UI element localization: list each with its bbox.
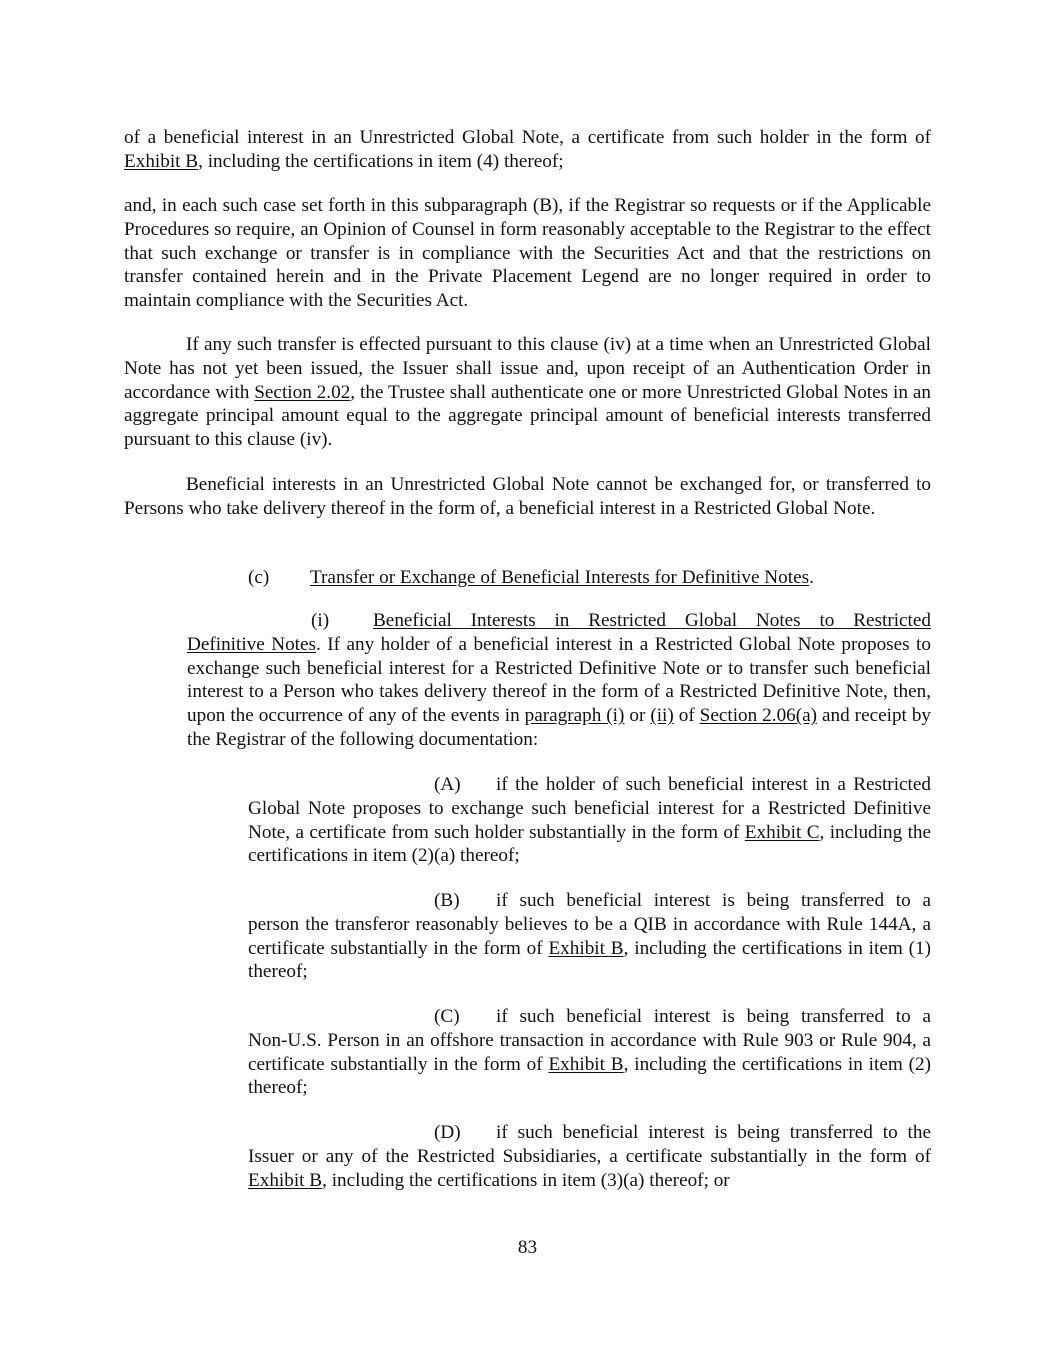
subclause-label: (A) — [434, 774, 461, 795]
exhibit-reference: Exhibit B — [124, 150, 199, 172]
subclause-D-first-line — [248, 1121, 931, 1145]
subclause-text: if such beneficial interest is being transferred to the — [496, 1122, 931, 1143]
clause-label: (i) — [311, 610, 330, 631]
subclause-C-first-line — [248, 1005, 931, 1029]
subclause-A — [248, 773, 931, 868]
clause-text: or — [624, 705, 651, 727]
paragraph-text: If any such transfer is effected pursuant to this clause (iv) at a time when an Unrestricted Global Note has not yet been issued, the Issuer shall issue and, upon receipt of an Authentication Order in accordance with — [124, 334, 931, 403]
subclause-text: if the holder of such beneficial interest in a Restricted — [496, 774, 931, 795]
subclause-text: , including the certifications in item (1) thereof; — [248, 937, 931, 983]
subclause-D-body — [248, 1145, 931, 1193]
exhibit-reference: Exhibit B — [548, 937, 624, 959]
section-title-period: . — [809, 567, 814, 588]
subclause-text: , including the certifications in item (2) thereof; — [248, 1053, 931, 1099]
paragraph-text: of a beneficial interest in an Unrestricted Global Note, a certificate from such holder in the form of — [124, 127, 931, 148]
subclause-text: Issuer or any of the Restricted Subsidiaries, a certificate substantially in the form of — [248, 1145, 931, 1167]
paragraph-beneficial-interests — [124, 473, 931, 521]
subclause-C-body — [248, 1029, 931, 1100]
page-number: 83 — [517, 1237, 538, 1258]
clause-text: . If any holder of a beneficial interest in a Restricted Global Note proposes to exchange such beneficial interest for a Restricted Definitive Note or to transfer such beneficial interest to a Person who takes delivery thereof in the form of a Restricted Definitive Note, then, upon the occurrence of any of the events in — [187, 633, 931, 727]
clause-text: and receipt by the Registrar of the following documentation: — [187, 705, 932, 750]
clause-i-first-line — [187, 609, 931, 633]
section-reference: Section 2.02 — [254, 381, 351, 403]
exhibit-reference: Exhibit B — [248, 1169, 323, 1191]
exhibit-reference: Exhibit B — [548, 1053, 624, 1075]
subclause-B-first-line — [248, 889, 931, 913]
subclause-label: (D) — [434, 1122, 461, 1143]
paragraph-opinion-of-counsel — [124, 194, 931, 313]
section-title: Transfer or Exchange of Beneficial Interests for Definitive Notes — [310, 567, 810, 588]
paragraph-text: Beneficial interests in an Unrestricted Global Note cannot be exchanged for, or transferred to Persons who take delivery thereof in the form of, a beneficial interest in a Restricted Global Note. — [124, 474, 931, 519]
subclause-B-body — [248, 913, 931, 984]
paragraph-unrestricted-global-note-issuance — [124, 333, 931, 452]
section-heading-c — [248, 566, 948, 590]
subclause-D — [248, 1121, 931, 1192]
subclause-A-first-line — [248, 773, 931, 797]
exhibit-reference: Exhibit C — [744, 821, 820, 843]
paragraph-text: , including the certifications in item (4) thereof; — [198, 150, 564, 172]
clause-text: of — [673, 705, 700, 727]
paragraph-reference: paragraph (i) — [524, 705, 625, 727]
paragraph-continuation — [124, 126, 931, 174]
paragraph-text: and, in each such case set forth in this subparagraph (B), if the Registrar so requests or if the Applicable Procedures so require, an Opinion of Counsel in form reasonably acceptable to the Registrar to the effect that such exchange or transfer is in compliance with the Securities Act and that the restrictions on transfer contained herein and in the Private Placement Legend are no longer required in order to maintain compliance with the Securities Act. — [124, 195, 931, 312]
section-reference: Section 2.06(a) — [699, 705, 818, 727]
subclause-label: (C) — [434, 1006, 460, 1027]
subclause-A-body — [248, 797, 931, 868]
clause-title: Beneficial Interests in Restricted Global Notes to Restricted — [373, 610, 931, 631]
subclause-B — [248, 889, 931, 984]
subclause-text: if such beneficial interest is being transferred to a — [496, 890, 931, 911]
subclause-text: Non-U.S. Person in an offshore transaction in accordance with Rule 903 or Rule 904, a certificate substantially in the form of — [248, 1029, 931, 1075]
clause-i-body — [187, 633, 931, 752]
paragraph-reference: (ii) — [650, 705, 674, 727]
subclause-text: , including the certifications in item (2)(a) thereof; — [248, 821, 932, 867]
clause-title: Definitive Notes — [187, 633, 316, 655]
subclause-label: (B) — [434, 890, 460, 911]
subclause-text: Global Note proposes to exchange such beneficial interest for a Restricted Definitive Note, a certificate from such holder substantially in the form of — [248, 797, 931, 843]
clause-i — [187, 609, 931, 752]
subclause-text: , including the certifications in item (3)(a) thereof; or — [322, 1169, 730, 1191]
paragraph-text: , the Trustee shall authenticate one or more Unrestricted Global Notes in an aggregate principal amount equal to the aggregate principal amount of beneficial interests transferred pursuant to this clause (iv). — [124, 381, 931, 451]
subclause-text: person the transferor reasonably believes to be a QIB in accordance with Rule 144A, a certificate substantially in the form of — [248, 913, 931, 959]
clause-label: (c) — [248, 567, 270, 588]
subclause-C — [248, 1005, 931, 1100]
subclause-text: if such beneficial interest is being transferred to a — [496, 1006, 931, 1027]
